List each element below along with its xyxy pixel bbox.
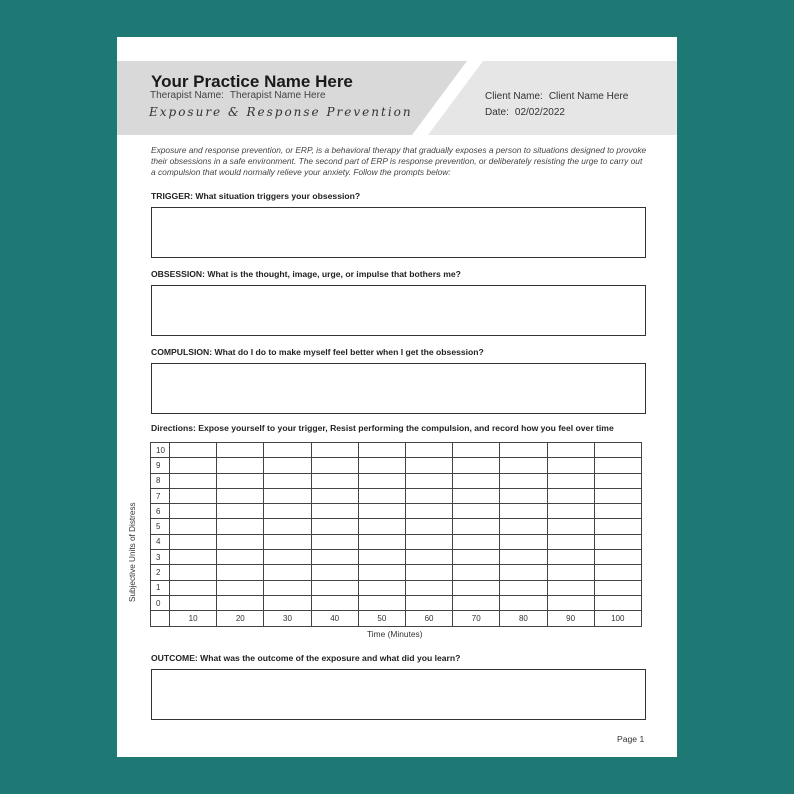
- grid-cell[interactable]: [453, 458, 500, 473]
- grid-row: [151, 534, 642, 549]
- grid-cell[interactable]: [170, 534, 217, 549]
- grid-cell[interactable]: [170, 458, 217, 473]
- worksheet-title: Exposure & Response Prevention: [149, 105, 413, 119]
- grid-cell[interactable]: [311, 565, 358, 580]
- grid-cell[interactable]: [217, 550, 264, 565]
- grid-cell[interactable]: [405, 458, 452, 473]
- grid-cell[interactable]: [170, 443, 217, 458]
- grid-cell[interactable]: [217, 565, 264, 580]
- grid-cell[interactable]: [453, 580, 500, 595]
- grid-cell[interactable]: [311, 504, 358, 519]
- grid-cell[interactable]: [311, 580, 358, 595]
- date-line: [485, 107, 565, 118]
- grid-cell[interactable]: [170, 580, 217, 595]
- grid-cell[interactable]: [311, 458, 358, 473]
- grid-cell[interactable]: [170, 488, 217, 503]
- grid-cell[interactable]: [547, 550, 594, 565]
- grid-cell[interactable]: [453, 488, 500, 503]
- practice-name: Your Practice Name Here: [151, 72, 353, 91]
- grid-cell[interactable]: [170, 565, 217, 580]
- outcome-answer-box[interactable]: [151, 669, 646, 720]
- grid-row: [151, 443, 642, 458]
- grid-cell[interactable]: [358, 580, 405, 595]
- grid-cell[interactable]: [500, 488, 547, 503]
- grid-cell[interactable]: [594, 595, 641, 610]
- grid-corner: [151, 611, 170, 627]
- therapist-line: [150, 90, 326, 101]
- outcome-question: OUTCOME: What was the outcome of the exposure and what did you learn?: [151, 653, 461, 663]
- x-tick-label: 60: [405, 611, 452, 627]
- x-tick-label: 90: [547, 611, 594, 627]
- grid-cell[interactable]: [594, 519, 641, 534]
- grid-cell[interactable]: [547, 443, 594, 458]
- grid-cell[interactable]: [358, 565, 405, 580]
- x-tick-label: 50: [358, 611, 405, 627]
- worksheet-page: [117, 37, 677, 757]
- grid-cell[interactable]: [594, 488, 641, 503]
- grid-row: [151, 595, 642, 610]
- y-tick-label: 9: [151, 458, 170, 473]
- y-tick-label: 2: [151, 565, 170, 580]
- compulsion-question: COMPULSION: What do I do to make myself feel better when I get the obsession?: [151, 347, 484, 357]
- grid-cell[interactable]: [500, 534, 547, 549]
- therapist-name[interactable]: Therapist Name Here: [229, 90, 326, 101]
- grid-cell[interactable]: [358, 595, 405, 610]
- grid-cell[interactable]: [358, 488, 405, 503]
- grid-cell[interactable]: [500, 504, 547, 519]
- grid-cell[interactable]: [453, 595, 500, 610]
- grid-cell[interactable]: [358, 504, 405, 519]
- grid-cell[interactable]: [547, 534, 594, 549]
- grid-cell[interactable]: [547, 595, 594, 610]
- y-tick-label: 0: [151, 595, 170, 610]
- grid-cell[interactable]: [405, 580, 452, 595]
- grid-cell[interactable]: [594, 534, 641, 549]
- y-tick-label: 8: [151, 473, 170, 488]
- grid-cell[interactable]: [217, 519, 264, 534]
- grid-x-axis-label: Time (Minutes): [367, 629, 423, 639]
- grid-row: [151, 488, 642, 503]
- grid-cell[interactable]: [170, 550, 217, 565]
- client-name[interactable]: Client Name Here: [548, 91, 629, 102]
- page-number: Page 1: [617, 734, 645, 744]
- y-tick-label: 10: [151, 443, 170, 458]
- grid-cell[interactable]: [405, 519, 452, 534]
- grid-cell[interactable]: [170, 504, 217, 519]
- compulsion-answer-box[interactable]: [151, 363, 646, 414]
- grid-cell[interactable]: [405, 534, 452, 549]
- date-label: Date:: [485, 107, 509, 118]
- grid-cell[interactable]: [547, 473, 594, 488]
- grid-cell[interactable]: [217, 595, 264, 610]
- grid-cell[interactable]: [547, 488, 594, 503]
- grid-cell[interactable]: [311, 534, 358, 549]
- grid-cell[interactable]: [217, 488, 264, 503]
- grid-row: [151, 473, 642, 488]
- client-label: Client Name:: [485, 91, 543, 102]
- x-tick-label: 30: [264, 611, 311, 627]
- grid-cell[interactable]: [453, 534, 500, 549]
- grid-row: [151, 550, 642, 565]
- grid-cell[interactable]: [358, 519, 405, 534]
- x-tick-label: 10: [170, 611, 217, 627]
- grid-cell[interactable]: [594, 565, 641, 580]
- grid-cell[interactable]: [594, 504, 641, 519]
- grid-cell[interactable]: [170, 519, 217, 534]
- trigger-question: TRIGGER: What situation triggers your obsession?: [151, 191, 361, 201]
- grid-cell[interactable]: [358, 534, 405, 549]
- grid-cell[interactable]: [170, 473, 217, 488]
- grid-row: [151, 565, 642, 580]
- grid-cell[interactable]: [217, 458, 264, 473]
- x-tick-label: 100: [594, 611, 641, 627]
- grid-cell[interactable]: [405, 595, 452, 610]
- grid-cell[interactable]: [170, 595, 217, 610]
- y-tick-label: 6: [151, 504, 170, 519]
- intro-paragraph: Exposure and response prevention, or ERP, is a behavioral therapy that gradually exposes a person to situations designed to provoke their obsessions in a safe environment. The second part of ERP is response prevention, or deliberately resisting the urge to carry out a compulsion that would normally relieve your anxiety. Follow the prompts below:: [151, 145, 647, 177]
- grid-cell[interactable]: [500, 565, 547, 580]
- x-tick-label: 40: [311, 611, 358, 627]
- grid-cell[interactable]: [594, 458, 641, 473]
- grid-cell[interactable]: [500, 473, 547, 488]
- grid-cell[interactable]: [405, 443, 452, 458]
- grid-cell[interactable]: [217, 443, 264, 458]
- grid-cell[interactable]: [405, 488, 452, 503]
- grid-cell[interactable]: [264, 595, 311, 610]
- grid-cell[interactable]: [311, 488, 358, 503]
- grid-cell[interactable]: [594, 473, 641, 488]
- grid-cell[interactable]: [405, 504, 452, 519]
- grid-cell[interactable]: [264, 473, 311, 488]
- grid-cell[interactable]: [311, 595, 358, 610]
- grid-cell[interactable]: [217, 473, 264, 488]
- y-tick-label: 3: [151, 550, 170, 565]
- date-value[interactable]: 02/02/2022: [514, 107, 565, 118]
- therapist-label: Therapist Name:: [150, 90, 224, 101]
- client-line: [485, 91, 628, 102]
- grid-cell[interactable]: [264, 488, 311, 503]
- grid-cell[interactable]: [594, 443, 641, 458]
- grid-cell[interactable]: [500, 443, 547, 458]
- grid-cell[interactable]: [405, 550, 452, 565]
- directions-text: Directions: Expose yourself to your trigger, Resist performing the compulsion, and record how you feel over time: [151, 423, 614, 433]
- grid-cell[interactable]: [453, 519, 500, 534]
- obsession-question: OBSESSION: What is the thought, image, urge, or impulse that bothers me?: [151, 269, 461, 279]
- grid-cell[interactable]: [500, 580, 547, 595]
- grid-cell[interactable]: [547, 565, 594, 580]
- grid-cell[interactable]: [264, 580, 311, 595]
- grid-cell[interactable]: [453, 550, 500, 565]
- grid-cell[interactable]: [547, 519, 594, 534]
- grid-cell[interactable]: [405, 473, 452, 488]
- grid-row: [151, 519, 642, 534]
- suds-table: [150, 442, 642, 627]
- grid-cell[interactable]: [311, 473, 358, 488]
- grid-cell[interactable]: [500, 595, 547, 610]
- grid-cell[interactable]: [500, 550, 547, 565]
- grid-cell[interactable]: [547, 458, 594, 473]
- x-tick-label: 80: [500, 611, 547, 627]
- grid-cell[interactable]: [500, 519, 547, 534]
- grid-cell[interactable]: [358, 473, 405, 488]
- grid-cell[interactable]: [594, 550, 641, 565]
- grid-cell[interactable]: [311, 519, 358, 534]
- grid-cell[interactable]: [311, 443, 358, 458]
- grid-cell[interactable]: [453, 565, 500, 580]
- grid-cell[interactable]: [594, 580, 641, 595]
- x-tick-label: 70: [453, 611, 500, 627]
- grid-row: [151, 458, 642, 473]
- grid-cell[interactable]: [453, 443, 500, 458]
- grid-row: [151, 504, 642, 519]
- grid-cell[interactable]: [311, 550, 358, 565]
- x-axis-row: [151, 611, 642, 627]
- y-tick-label: 4: [151, 534, 170, 549]
- trigger-answer-box[interactable]: [151, 207, 646, 258]
- grid-cell[interactable]: [453, 504, 500, 519]
- y-tick-label: 1: [151, 580, 170, 595]
- distress-grid: Subjective Units of Distress 10 9 8 7 6 5 4 3 2 1 0 10 20 30 40 50 60 70 80 90 100: [150, 442, 642, 627]
- grid-cell[interactable]: [264, 565, 311, 580]
- grid-cell[interactable]: [358, 443, 405, 458]
- grid-cell[interactable]: [358, 550, 405, 565]
- grid-cell[interactable]: [217, 580, 264, 595]
- grid-row: [151, 580, 642, 595]
- x-tick-label: 20: [217, 611, 264, 627]
- grid-cell[interactable]: [453, 473, 500, 488]
- grid-cell[interactable]: [264, 550, 311, 565]
- grid-cell[interactable]: [264, 504, 311, 519]
- grid-cell[interactable]: [217, 504, 264, 519]
- grid-cell[interactable]: [547, 580, 594, 595]
- grid-cell[interactable]: [264, 519, 311, 534]
- grid-cell[interactable]: [358, 458, 405, 473]
- grid-cell[interactable]: [547, 504, 594, 519]
- grid-cell[interactable]: [405, 565, 452, 580]
- grid-cell[interactable]: [264, 458, 311, 473]
- grid-cell[interactable]: [264, 443, 311, 458]
- grid-cell[interactable]: [217, 534, 264, 549]
- y-tick-label: 7: [151, 488, 170, 503]
- grid-cell[interactable]: [500, 458, 547, 473]
- obsession-answer-box[interactable]: [151, 285, 646, 336]
- y-tick-label: 5: [151, 519, 170, 534]
- grid-cell[interactable]: [264, 534, 311, 549]
